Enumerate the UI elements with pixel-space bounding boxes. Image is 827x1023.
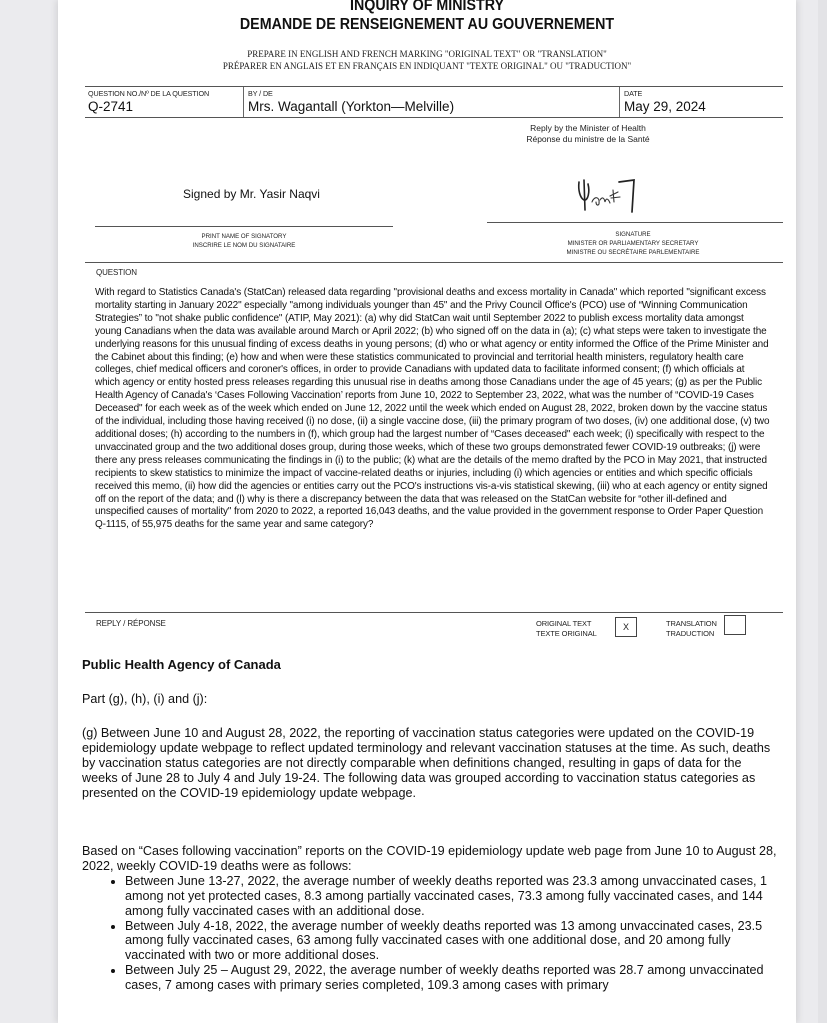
by-label: BY / DE <box>248 89 273 98</box>
date-label: DATE <box>624 89 643 98</box>
bullet-item: • Between July 4-18, 2022, the average number of weekly deaths reported was 13 among unvaccinated cases, 23.5 among fully vaccinated cases, 63 among fully vaccinated cases with one additional dose, and 20 among fully vaccinated with two or more additional doses. <box>125 919 782 964</box>
field-divider <box>619 87 620 118</box>
reply-by-fr: Réponse du ministre de la Santé <box>526 134 650 144</box>
original-text-checkbox[interactable]: X <box>615 617 637 637</box>
deaths-bullet-list <box>82 874 782 993</box>
document-title-en: INQUIRY OF MINISTRY <box>350 0 504 14</box>
print-name-line <box>95 226 393 227</box>
bullet-item: • Between July 25 – August 29, 2022, the average number of weekly deaths reported was 28.7 among unvaccinated cases, 7 among cases with primary series completed, 109.3 among cases with primary <box>125 963 782 993</box>
instruction-en: PREPARE IN ENGLISH AND FRENCH MARKING "ORIGINAL TEXT" OR "TRANSLATION" <box>247 49 607 59</box>
signature-role-en: MINISTER OR PARLIAMENTARY SECRETARY <box>567 240 699 247</box>
agency-heading: Public Health Agency of Canada <box>82 657 281 672</box>
signature-image <box>574 172 654 222</box>
question-no-value: Q-2741 <box>88 99 134 114</box>
question-top-border <box>85 262 783 263</box>
translation-checkbox[interactable] <box>724 615 746 635</box>
reply-top-border <box>85 612 783 613</box>
question-no-label: QUESTION NO./Nº DE LA QUESTION <box>88 89 210 98</box>
print-name-caption <box>154 232 334 250</box>
signature-caption <box>539 230 728 257</box>
vertical-scrollbar[interactable] <box>818 0 827 1023</box>
intro-text: Based on “Cases following vaccination” reports on the COVID-19 epidemiology update web page from June 10 to August 28, 2022, weekly COVID-19 deaths were as follows: <box>82 844 777 873</box>
reply-by-minister <box>513 123 663 145</box>
document-page <box>58 0 796 1023</box>
signature-role-fr: MINISTRE OU SECRÉTAIRE PARLEMENTAIRE <box>566 249 700 256</box>
field-row-top-border <box>85 86 783 87</box>
print-name-label-fr: INSCRIRE LE NOM DU SIGNATAIRE <box>192 242 296 249</box>
by-value: Mrs. Wagantall (Yorkton—Melville) <box>248 99 455 114</box>
signature-line <box>487 222 783 223</box>
question-label: QUESTION <box>96 268 137 277</box>
translation-fr: TRADUCTION <box>666 629 715 638</box>
paragraph-g: (g) Between June 10 and August 28, 2022, the reporting of vaccination status categories were updated on the COVID-19 epidemiology update webpage to reflect updated terminology and relevant vaccination statuses at the time. As such, deaths by vaccination status categories are not directly comparable when definitions changed, resulting in gaps of data for the weeks of June 28 to July 4 and July 19-24. The following data was grouped according to vaccination status categories as presented on the COVID-19 epidemiology update webpage. <box>82 726 771 800</box>
original-text-fr: TEXTE ORIGINAL <box>536 629 597 638</box>
original-text-en: ORIGINAL TEXT <box>536 619 592 628</box>
bullet-item: • Between June 13-27, 2022, the average number of weekly deaths reported was 23.3 among unvaccinated cases, 1 among not yet protected cases, 8.3 among partially vaccinated cases, 73.3 among fully vaccinated cases, and 144 among fully vaccinated cases with an additional dose. <box>125 874 782 919</box>
instruction-fr: PRÉPARER EN ANGLAIS ET EN FRANÇAIS EN INDIQUANT "TEXTE ORIGINAL" OU "TRADUCTION" <box>222 61 632 71</box>
field-row-bottom-border <box>85 117 783 118</box>
translation-en: TRANSLATION <box>666 619 717 628</box>
original-text-label <box>536 619 597 639</box>
translation-label <box>666 619 717 639</box>
answer-intro <box>82 844 782 993</box>
field-divider <box>243 87 244 118</box>
document-title-fr: DEMANDE DE RENSEIGNEMENT AU GOUVERNEMENT <box>239 16 615 33</box>
print-name-label-en: PRINT NAME OF SIGNATORY <box>201 233 287 240</box>
signed-by-name: Signed by Mr. Yasir Naqvi <box>183 187 320 201</box>
reply-by-en: Reply by the Minister of Health <box>530 123 646 133</box>
part-heading: Part (g), (h), (i) and (j): <box>82 692 208 706</box>
reply-label: REPLY / RÉPONSE <box>96 619 166 628</box>
date-value: May 29, 2024 <box>624 99 706 114</box>
question-text: With regard to Statistics Canada's (StatCan) released data regarding "provisional deaths and excess mortality in Canada" which reported "significant excess mortality starting in January 2022" especially "among individuals younger than 45" and the Privy Council Office's (PCO) use of “Winning Communication Strategies” to "not shake public confidence" (ATIP, May 2021): (a) why did StatCan wait until September 2022 to publish excess mortality data amongst young Canadians when the data was available around March or April 2022; (b) who signed off on the data in (a); (c) what steps were taken to investigate the underlying reasons for this unusual finding of excess deaths in young persons; (d) who or what agency or entity informed the Office of the Prime Minister and the Cabinet about this finding; (e) how and when were these statistics communicated to provincial and territorial health ministers, regulatory health care colleges, chief medical officers and coroner's offices, in order to provide Canadians with updated data to facilitate informed consent; (f) which officials at which agency or entity hosted press releases regarding this unusual rise in deaths among those Canadians under the age of 45 years; (g) as per the Public Health Agency of Canada's ‘Cases Following Vaccination’ reports from June 10, 2022 to September 23, 2022, what was the number of “COVID-19 Cases Deceased" for each week as of the week which ended on June 12, 2022 until the week which ended on August 28, 2022, broken down by the vaccine status of the individual, including those having received (i) no dose, (ii) a single vaccine dose, (iii) the primary program of two doses, (iv) one additional dose, (v) two additional doses; (h) according to the numbers in (f), which group had the largest number of “Cases deceased" each week; (i) specifically with respect to the unvaccinated group and the two additional doses group, during those weeks, which of these two groups demonstrated fewer COVID-19 outbreaks; (j) were there any press releases communicating the findings in (i) to the public; (k) what are the details of the memo drafted by the PCO in May 2021, that instructed recipients to skew statistics to minimize the impact of vaccine-related deaths or injuries, including (i) which agencies or entities and which specific officials received this memo, (ii) how did the agencies or entities carry out the PCO's instructions vis-a-vis statistical skewing, (iii) who at each agency or entity signed off on the report of the data; and (l) why is there a discrepancy between the data that was released on the StatCan website for “other ill-defined and unspecified causes of mortality" from 2020 to 2022, a reported 16,043 deaths, and the value provided in the government response to Order Paper Question Q-1115, of 55,975 deaths for the same year and same category? <box>95 287 770 531</box>
signature-label: SIGNATURE <box>615 231 651 238</box>
